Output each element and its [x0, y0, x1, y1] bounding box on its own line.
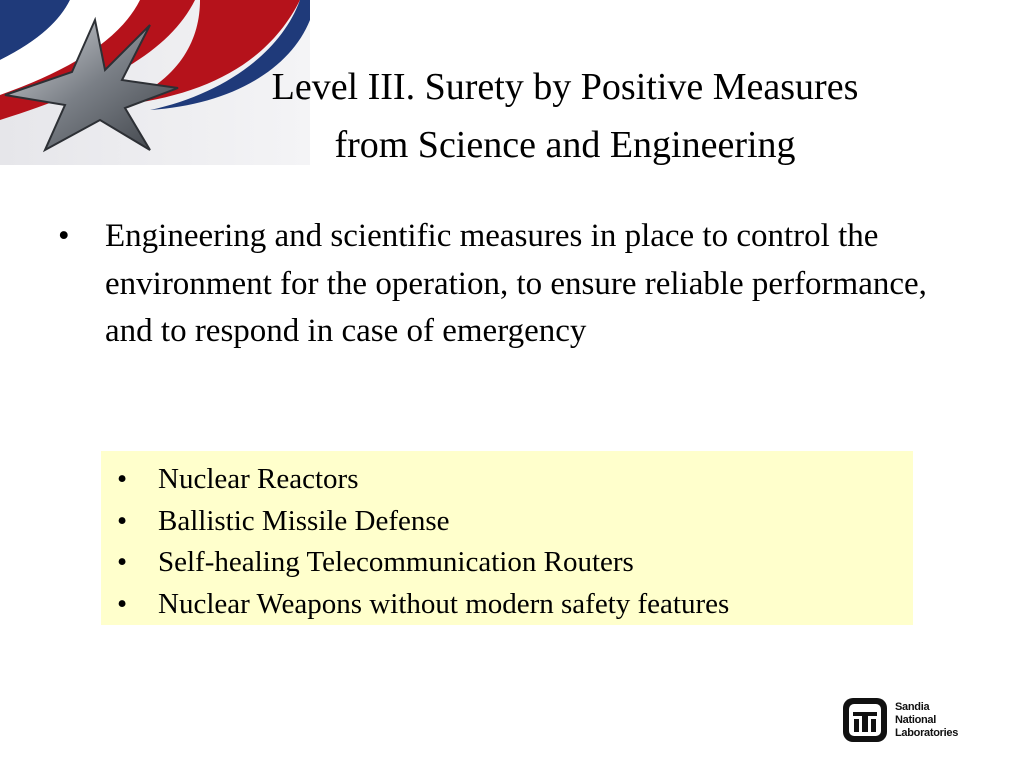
main-bullet: [58, 213, 958, 356]
list-item: [101, 501, 913, 543]
sandia-line-3: Laboratories: [895, 726, 959, 739]
sandia-line-1: Sandia: [895, 700, 930, 713]
example-text: Nuclear Reactors: [158, 463, 359, 495]
examples-box: [101, 451, 913, 625]
example-text: Self-healing Telecommunication Routers: [158, 546, 634, 578]
sandia-thunderbird-icon: [841, 696, 889, 744]
bullet-marker: •: [58, 218, 70, 254]
bullet-marker: •: [117, 504, 128, 537]
sandia-wordmark: [895, 701, 958, 740]
list-item: [101, 542, 913, 584]
bullet-marker: •: [117, 463, 128, 495]
slide-title: [150, 58, 980, 174]
list-item: [101, 459, 913, 501]
bullet-marker: •: [117, 546, 128, 578]
title-line-1: Level III. Surety by Positive Measures: [271, 66, 859, 108]
examples-list: [101, 451, 913, 625]
example-text: Nuclear Weapons without modern safety features: [158, 587, 730, 620]
bullet-marker: •: [117, 587, 128, 620]
sandia-line-2: National: [895, 713, 936, 726]
main-bullet-text: Engineering and scientific measures in place to control the environment for the operation, to ensure reliable performance, and to respond in case of emergency: [105, 218, 927, 349]
sandia-logo: [841, 694, 967, 746]
example-text: Ballistic Missile Defense: [158, 504, 450, 537]
list-item: [101, 584, 913, 626]
title-line-2: from Science and Engineering: [334, 124, 796, 166]
